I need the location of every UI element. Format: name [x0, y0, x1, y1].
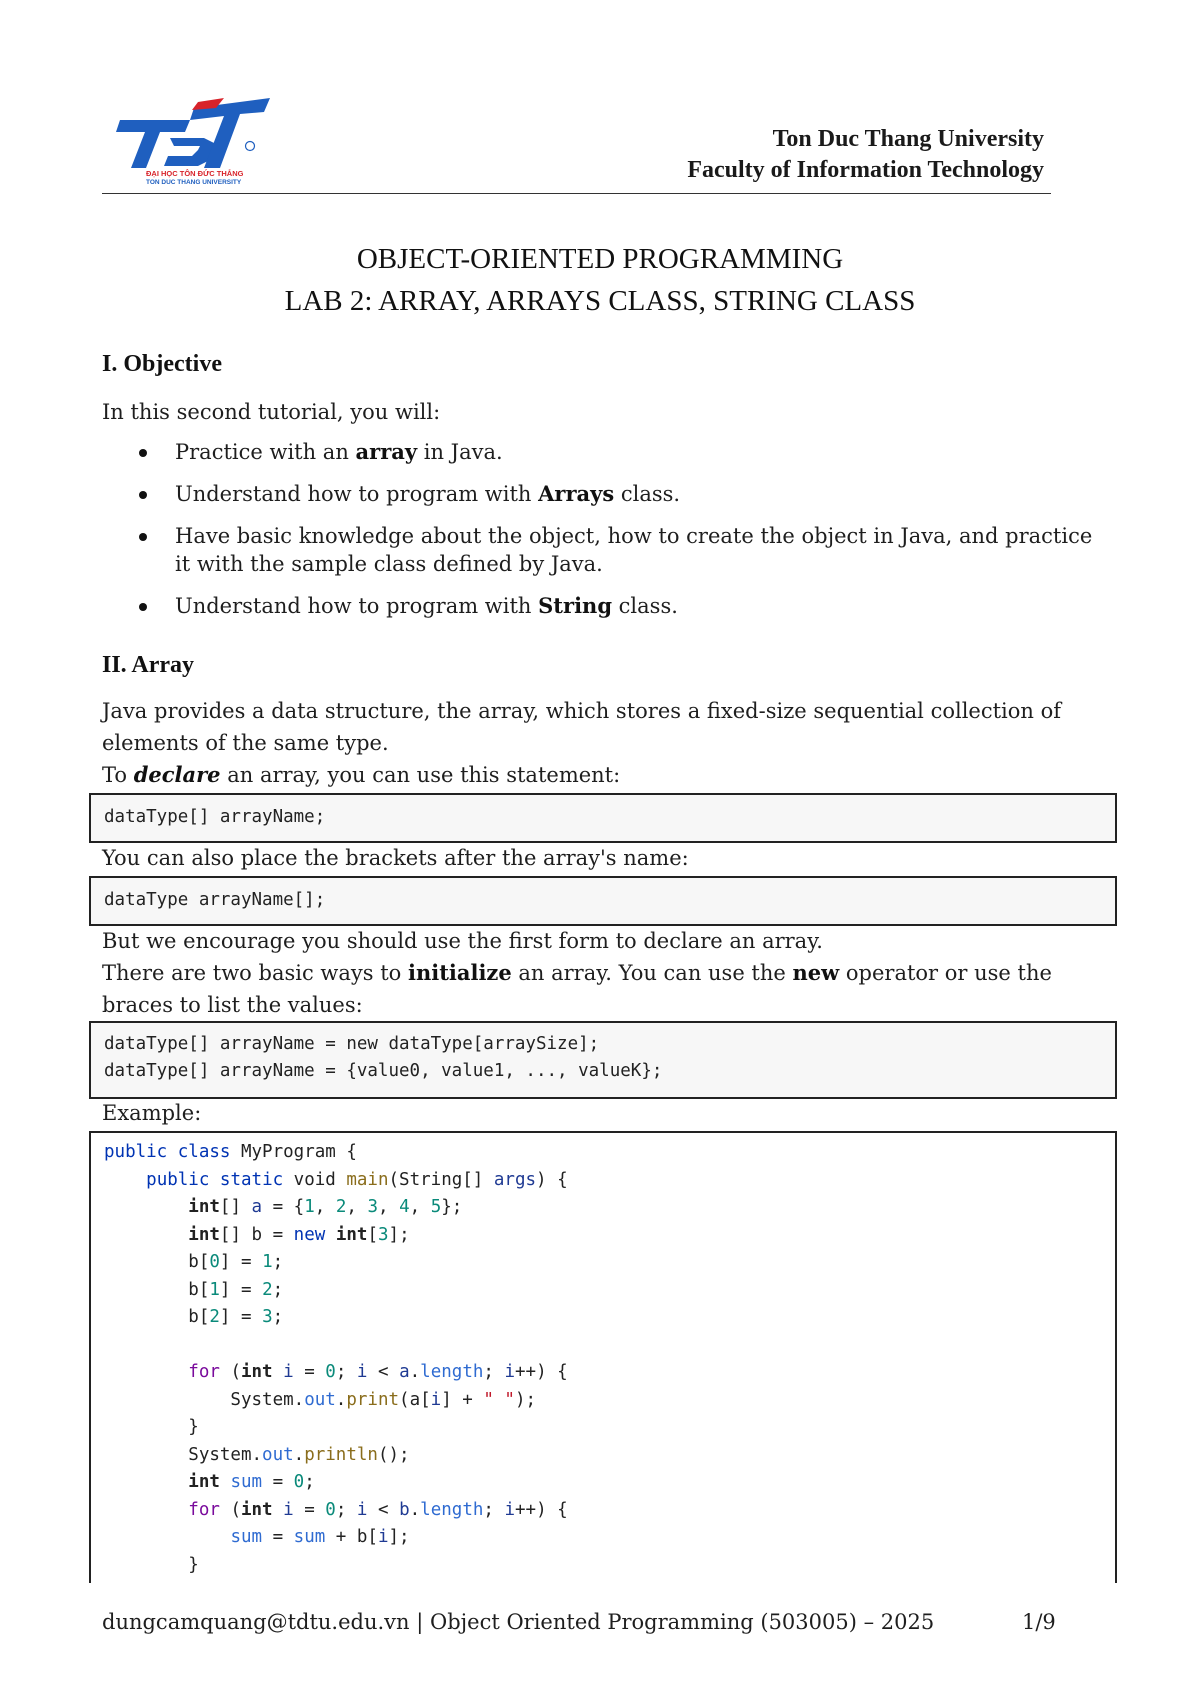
page-number: 1/9	[1022, 1610, 1056, 1634]
declare-paragraph: To declare an array, you can use this statement:	[102, 762, 621, 787]
tdt-logo	[112, 94, 272, 186]
code-line: dataType[] arrayName = new dataType[arraySize];	[104, 1034, 600, 1054]
course-title: OBJECT-ORIENTED PROGRAMMING	[356, 243, 844, 275]
header-rule	[102, 193, 1051, 194]
code-line: dataType[] arrayName;	[104, 807, 326, 827]
code-line: dataType[] arrayName = {value0, value1, ..., valueK};	[104, 1061, 663, 1081]
code-line: dataType arrayName[];	[104, 890, 326, 910]
list-item: Understand how to program with String class.	[102, 592, 1112, 620]
svg-text:ĐẠI HỌC TÔN ĐỨC THẮNG: ĐẠI HỌC TÔN ĐỨC THẮNG	[146, 169, 244, 178]
objective-list	[102, 438, 1112, 620]
array-intro-paragraph: Java provides a data structure, the array, which stores a fixed-size sequential collection of elements of the same type.	[102, 699, 1062, 755]
list-item: Have basic knowledge about the object, how to create the object in Java, and practice it with the sample class defined by Java.	[102, 522, 1112, 578]
svg-text:TON DUC THANG UNIVERSITY: TON DUC THANG UNIVERSITY	[146, 179, 242, 186]
encourage-paragraph: But we encourage you should use the first form to declare an array.	[102, 929, 823, 953]
section-objective-heading: I. Objective	[102, 351, 222, 377]
code-block-initialize	[89, 1021, 1117, 1099]
university-name: Ton Duc Thang University	[772, 126, 1044, 152]
code-block-declare	[89, 793, 1117, 843]
initialize-paragraph: There are two basic ways to initialize an array. You can use the new operator or use the braces to list the values:	[102, 960, 1052, 1017]
list-item: Practice with an array in Java.	[102, 438, 1112, 466]
code-block-example	[89, 1131, 1117, 1583]
code-block-alt-declare	[89, 876, 1117, 926]
brackets-paragraph: You can also place the brackets after the array's name:	[102, 846, 689, 870]
list-item: Understand how to program with Arrays class.	[102, 480, 1112, 508]
section-array-heading: II. Array	[102, 652, 194, 678]
example-label: Example:	[102, 1101, 202, 1125]
university-header	[687, 124, 1044, 186]
example-code: public class MyProgram { public static void main(String[] args) { int[] a = {1, 2, 3, 4, 5}; int[] b = new int[3]; b[0] = 1; b[1] = 2; b[2] = 3; for (int i = 0; i < a.length; i++) { System.out.print(a[i] + " "); } System.out.println(); int sum = 0; for (int i = 0; i < b.length; i++) { sum = sum + b[i]; }	[104, 1142, 568, 1575]
footer-info: dungcamquang@tdtu.edu.vn | Object Oriented Programming (503005) – 2025	[102, 1610, 935, 1634]
lab-title: LAB 2: ARRAY, ARRAYS CLASS, STRING CLASS	[284, 285, 916, 317]
objective-intro: In this second tutorial, you will:	[102, 400, 441, 424]
faculty-name: Faculty of Information Technology	[687, 157, 1044, 183]
